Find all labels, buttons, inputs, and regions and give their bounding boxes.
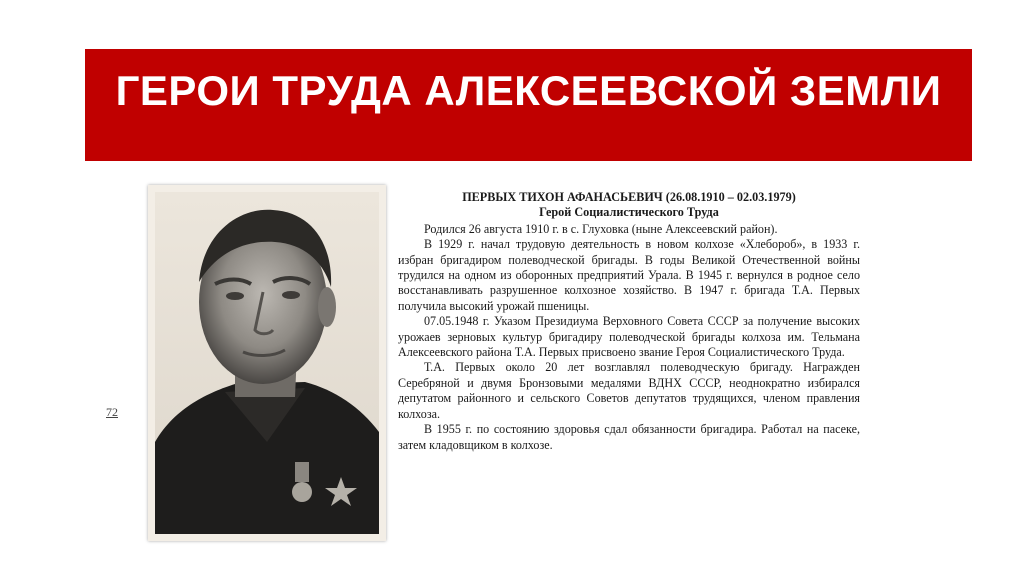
portrait-photo [155, 192, 379, 534]
bio-paragraph: В 1955 г. по состоянию здоровья сдал обязанности бригадира. Работал на пасеке, затем кладовщиком в колхозе. [398, 422, 860, 452]
portrait-frame [148, 185, 386, 541]
bio-heading: ПЕРВЫХ ТИХОН АФАНАСЬЕВИЧ (26.08.1910 – 02.03.1979) [462, 190, 796, 204]
bio-paragraph: Т.А. Первых около 20 лет возглавлял полеводческую бригаду. Награжден Серебряной и двумя Бронзовыми медалями ВДНХ СССР, неоднократно избирался депутатом районного и сельского Советов депутатов трудящихся, членом правления колхоза. [398, 360, 860, 421]
bio-paragraph: 07.05.1948 г. Указом Президиума Верховного Совета СССР за получение высоких урожаев зерновых культур бригадиру полеводческой бригады колхоза им. Тельмана Алексеевского района Т.А. Первых присвоено звание Героя Социалистического Труда. [398, 314, 860, 360]
bio-subheading: Герой Социалистического Труда [539, 205, 719, 220]
title-banner [85, 49, 972, 161]
bio-paragraph: В 1929 г. начал трудовую деятельность в новом колхозе «Хлебороб», в 1933 г. избран бригадиром полеводческой бригады. В годы Великой Отечественной войны трудился на одном из оборонных предприятий Урала. В 1945 г. вернулся в родное село восстанавливать разрушенное колхозное хозяйство. В 1947 г. бригада Т.А. Первых получила высокий урожай пшеницы. [398, 237, 860, 313]
bio-paragraph: Родился 26 августа 1910 г. в с. Глуховка (ныне Алексеевский район). [424, 221, 778, 236]
slide-title: ГЕРОИ ТРУДА АЛЕКСЕЕВСКОЙ ЗЕМЛИ [115, 67, 942, 114]
biography-text [398, 190, 860, 453]
page-number: 72 [106, 405, 118, 419]
